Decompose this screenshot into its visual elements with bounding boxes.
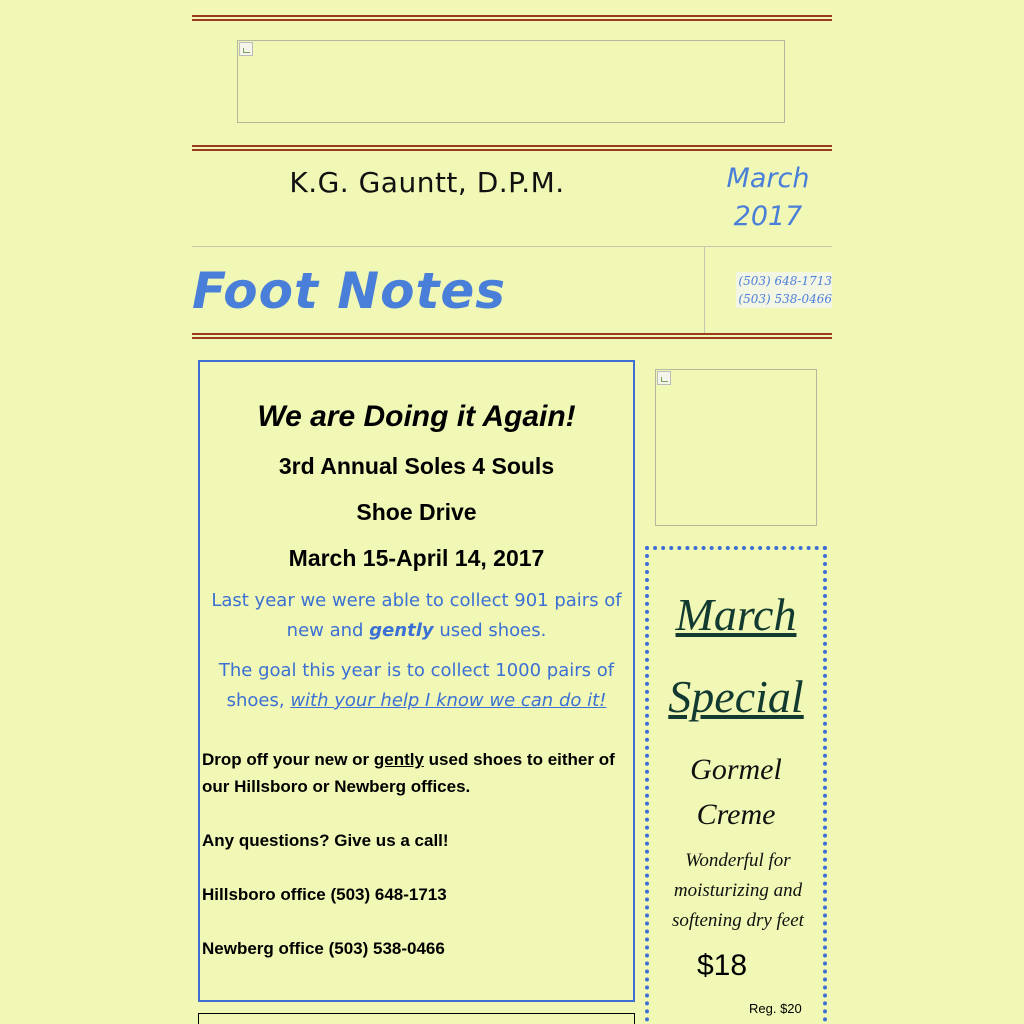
banner-image: [237, 40, 785, 123]
product-description: Wonderful for moisturizing and softening dry feet: [672, 850, 804, 931]
feature-subtitle-event: 3rd Annual Soles 4 Souls: [278, 453, 555, 479]
feature-subtitle-drive: Shoe Drive: [356, 499, 477, 525]
newsletter-page: [192, 0, 832, 1024]
goal-text: The goal this year is to collect 1000 pairs of shoes,: [218, 660, 615, 711]
top-double-rule: [192, 15, 832, 21]
hillsboro-office: Hillsboro office (503) 648-1713: [202, 885, 447, 904]
dropoff-tail: used shoes to either of our Hillsboro or Newberg offices.: [202, 750, 615, 796]
header-divider: [192, 246, 832, 247]
feature-subtitle-dates: March 15-April 14, 2017: [288, 545, 545, 571]
product-name-line1: Gormel: [690, 753, 782, 786]
dropoff-paragraph: [202, 746, 627, 800]
dropoff-text: Drop off your new or: [202, 750, 374, 769]
questions-text: Any questions? Give us a call!: [202, 831, 449, 850]
feature-article: [198, 360, 635, 1002]
special-product: [649, 747, 823, 837]
gently-emphasis: gently: [369, 620, 434, 641]
masthead-divider: [704, 246, 705, 334]
last-year-text: Last year we were able to collect 901 pairs of new and: [211, 590, 622, 641]
special-heading-word: Special: [668, 671, 804, 722]
product-name-line2: Creme: [696, 798, 776, 831]
newsletter-title: Foot Notes: [192, 262, 507, 320]
phone-numbers: [736, 272, 832, 308]
issue-month: March: [726, 163, 810, 194]
goal-paragraph: [206, 656, 627, 716]
issue-date: [700, 160, 836, 236]
last-year-tail: used shoes.: [433, 620, 547, 641]
broken-image-icon: [239, 42, 253, 56]
issue-year: 2017: [733, 201, 803, 232]
help-link[interactable]: with your help I know we can do it!: [290, 690, 607, 711]
header-double-rule: [192, 145, 832, 151]
march-special-box: [645, 546, 827, 1024]
feature-title: We are Doing it Again!: [257, 400, 576, 433]
phone-newberg: (503) 538-0466: [738, 292, 832, 306]
special-price: $18: [697, 949, 748, 982]
newberg-office: Newberg office (503) 538-0466: [202, 939, 445, 958]
next-article-box: [198, 1013, 635, 1024]
broken-image-icon: [657, 371, 671, 385]
side-image: [655, 369, 817, 526]
last-year-paragraph: [206, 586, 627, 646]
phone-hillsboro: (503) 648-1713: [738, 274, 832, 288]
masthead-double-rule: [192, 333, 832, 339]
doctor-name: K.G. Gauntt, D.P.M.: [289, 166, 565, 199]
gently-underlined: gently: [373, 750, 424, 769]
regular-price: Reg. $20: [749, 1001, 802, 1016]
special-heading-month: March: [675, 589, 797, 640]
